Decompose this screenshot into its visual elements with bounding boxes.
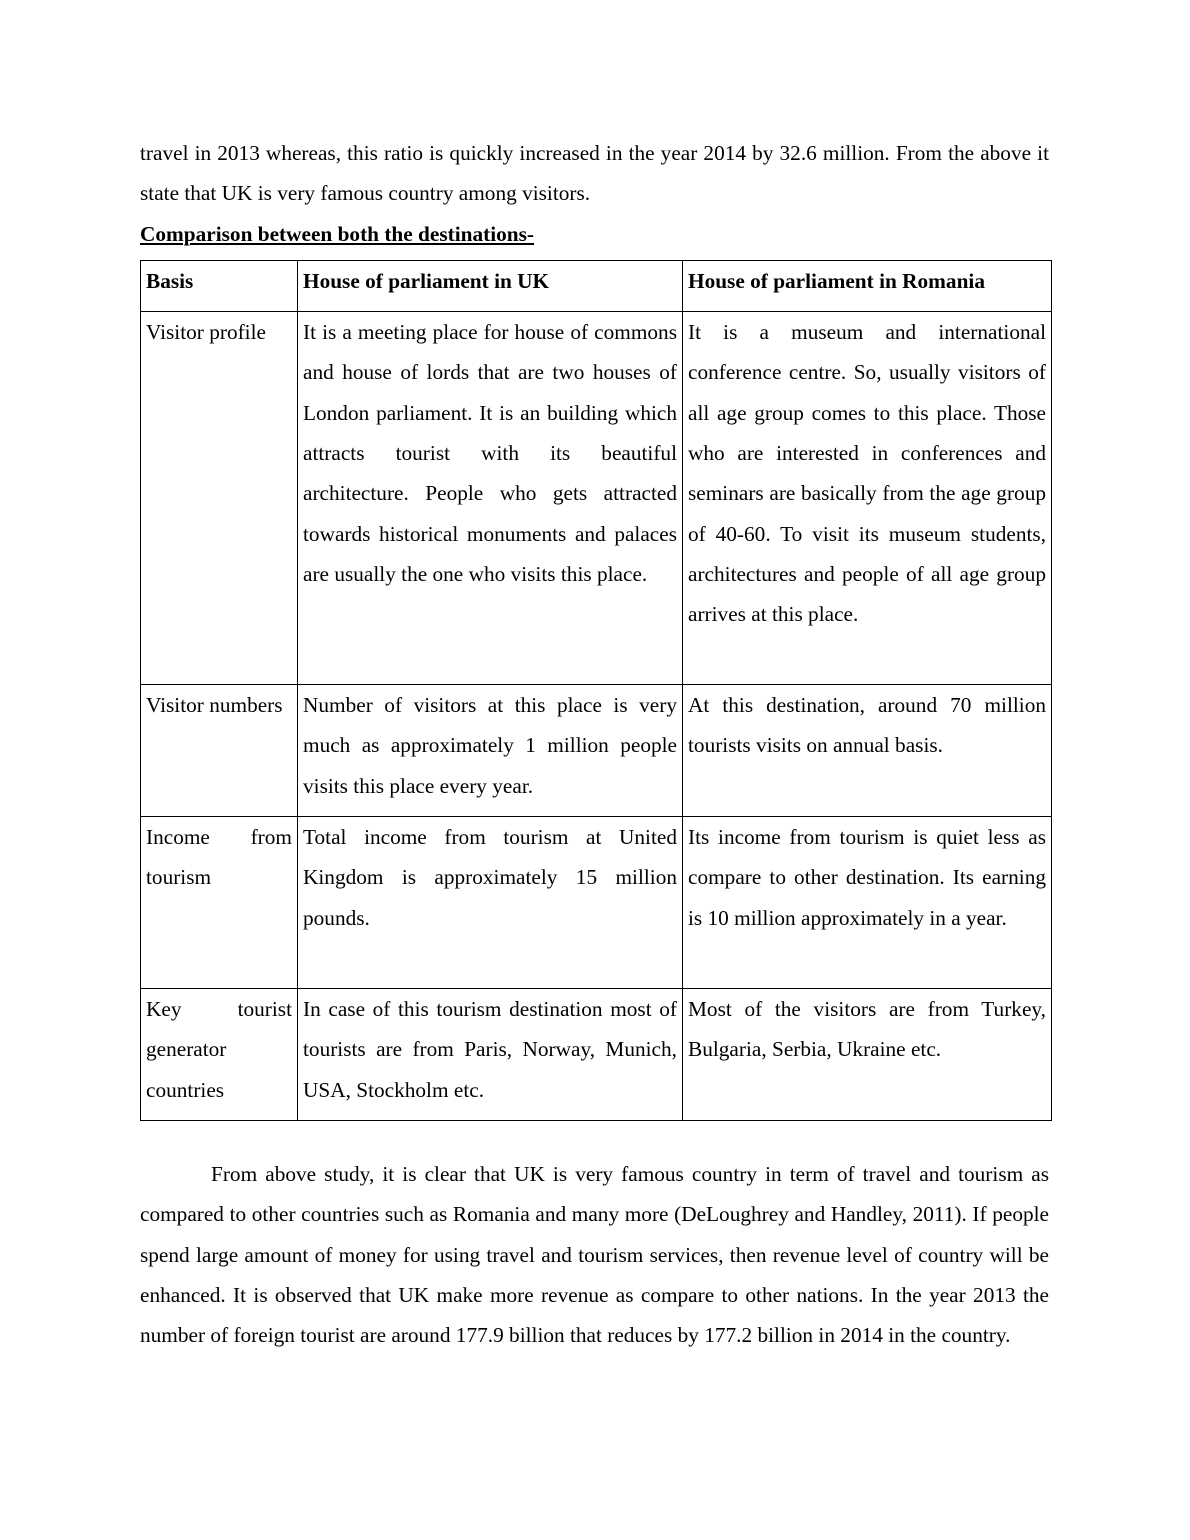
table-row-income: [141, 817, 1052, 989]
header-romania: House of parliament in Romania: [683, 260, 1052, 311]
cell-uk: In case of this tourism destination most of tourists are from Paris, Norway, Munich, USA, Stockholm etc.: [298, 989, 683, 1121]
cell-romania: At this destination, around 70 million tourists visits on annual basis.: [683, 685, 1052, 817]
cell-basis: Visitor numbers: [141, 685, 298, 817]
document-page: [140, 133, 1049, 1355]
cell-romania: Most of the visitors are from Turkey, Bulgaria, Serbia, Ukraine etc.: [683, 989, 1052, 1121]
cell-basis: Visitor profile: [141, 312, 298, 685]
cell-basis: Key tourist generator countries: [141, 989, 298, 1121]
cell-basis: Income from tourism: [141, 817, 298, 989]
table-header-row: [141, 260, 1052, 311]
cell-uk: It is a meeting place for house of commons and house of lords that are two houses of London parliament. It is an building which attracts tourist with its beautiful architecture. People who gets attracted towards historical monuments and palaces are usually the one who visits this place.: [298, 312, 683, 685]
cell-uk: Total income from tourism at United Kingdom is approximately 15 million pounds.: [298, 817, 683, 989]
intro-paragraph: travel in 2013 whereas, this ratio is quickly increased in the year 2014 by 32.6 million. From the above it state that UK is very famous country among visitors.: [140, 141, 1049, 206]
section-heading: Comparison between both the destinations-: [140, 221, 535, 246]
cell-romania: It is a museum and international conference centre. So, usually visitors of all age group comes to this place. Those who are interested in conferences and seminars are basically from the age group of 40-60. To visit its museum students, architectures and people of all age group arrives at this place.: [683, 312, 1052, 685]
table-row-visitor-numbers: [141, 685, 1052, 817]
header-basis: Basis: [141, 260, 298, 311]
table-row-visitor-profile: [141, 312, 1052, 685]
comparison-table: [140, 260, 1052, 1121]
cell-romania: Its income from tourism is quiet less as compare to other destination. Its earning is 10 million approximately in a year.: [683, 817, 1052, 989]
table-row-key-countries: [141, 989, 1052, 1121]
header-uk: House of parliament in UK: [298, 260, 683, 311]
closing-paragraph: From above study, it is clear that UK is very famous country in term of travel and tourism as compared to other countries such as Romania and many more (DeLoughrey and Handley, 2011). If people spend large amount of money for using travel and tourism services, then revenue level of country will be enhanced. It is observed that UK make more revenue as compare to other nations. In the year 2013 the number of foreign tourist are around 177.9 billion that reduces by 177.2 billion in 2014 in the country.: [140, 1161, 1049, 1348]
cell-uk: Number of visitors at this place is very much as approximately 1 million people visits this place every year.: [298, 685, 683, 817]
